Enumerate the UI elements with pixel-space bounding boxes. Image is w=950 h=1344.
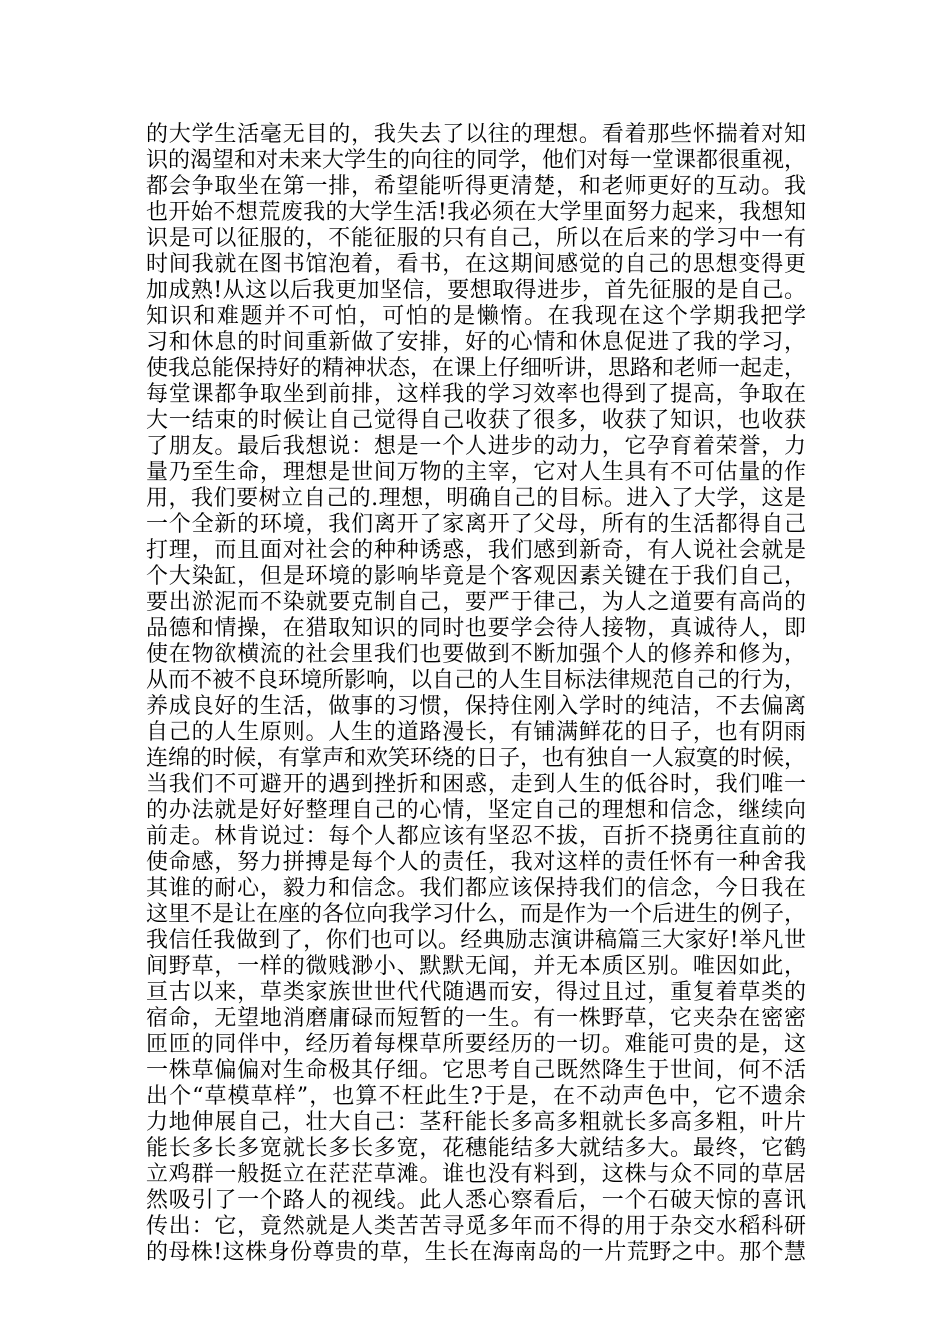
text-line: 自己的人生原则。人生的道路漫长，有铺满鲜花的日子，也有阴雨 xyxy=(146,720,806,745)
text-line: 匝匝的同伴中，经历着每棵草所要经历的一切。难能可贵的是，这 xyxy=(146,1032,806,1057)
text-line: 一株草偏偏对生命极其仔细。它思考自己既然降生于世间，何不活 xyxy=(146,1058,806,1083)
text-line: 传出：它，竟然就是人类苦苦寻觅多年而不得的用于杂交水稻科研 xyxy=(146,1214,806,1239)
text-line: 使在物欲横流的社会里我们也要做到不断加强个人的修养和修为， xyxy=(146,642,806,667)
text-line: 能长多长多宽就长多长多宽，花穗能结多大就结多大。最终，它鹤 xyxy=(146,1136,806,1161)
text-line: 使命感，努力拼搏是每个人的责任，我对这样的责任怀有一种舍我 xyxy=(146,850,806,875)
text-line: 每堂课都争取坐到前排，这样我的学习效率也得到了提高，争取在 xyxy=(146,382,806,407)
text-line: 这里不是让在座的各位向我学习什么，而是作为一个后进生的例子， xyxy=(146,902,806,927)
text-line: 前走。林肯说过：每个人都应该有坚忍不拔，百折不挠勇往直前的 xyxy=(146,824,806,849)
text-line: 的大学生活毫无目的，我失去了以往的理想。看着那些怀揣着对知 xyxy=(146,122,806,147)
text-line: 知识和难题并不可怕，可怕的是懒惰。在我现在这个学期我把学 xyxy=(146,304,806,329)
text-line: 要出淤泥而不染就要克制自己，要严于律己，为人之道要有高尚的 xyxy=(146,590,806,615)
text-line: 识的渴望和对未来大学生的向往的同学，他们对每一堂课都很重视， xyxy=(146,148,806,173)
text-line: 从而不被不良环境所影响，以自己的人生目标法律规范自己的行为， xyxy=(146,668,806,693)
text-line: 识是可以征服的，不能征服的只有自己，所以在后来的学习中一有 xyxy=(146,226,806,251)
text-line: 使我总能保持好的精神状态，在课上仔细听讲，思路和老师一起走， xyxy=(146,356,806,381)
text-line: 量乃至生命，理想是世间万物的主宰，它对人生具有不可估量的作 xyxy=(146,460,806,485)
text-line: 大一结束的时候让自己觉得自己收获了很多，收获了知识，也收获 xyxy=(146,408,806,433)
text-line: 养成良好的生活，做事的习惯，保持住刚入学时的纯洁，不去偏离 xyxy=(146,694,806,719)
body-text xyxy=(146,122,806,1266)
text-line: 一个全新的环境，我们离开了家离开了父母，所有的生活都得自己 xyxy=(146,512,806,537)
text-line: 出个“草模草样”，也算不枉此生?于是，在不动声色中，它不遗余 xyxy=(146,1084,806,1109)
text-line: 也开始不想荒废我的大学生活!我必须在大学里面努力起来，我想知 xyxy=(146,200,806,225)
text-line: 用，我们要树立自己的.理想，明确自己的目标。进入了大学，这是 xyxy=(146,486,806,511)
text-line: 当我们不可避开的遇到挫折和困惑，走到人生的低谷时，我们唯一 xyxy=(146,772,806,797)
text-line: 加成熟!从这以后我更加坚信，要想取得进步，首先征服的是自己。 xyxy=(146,278,806,303)
text-line: 宿命，无望地消磨庸碌而短暂的一生。有一株野草，它夹杂在密密 xyxy=(146,1006,806,1031)
text-line: 了朋友。最后我想说：想是一个人进步的动力，它孕育着荣誉，力 xyxy=(146,434,806,459)
text-line: 都会争取坐在第一排，希望能听得更清楚，和老师更好的互动。我 xyxy=(146,174,806,199)
text-line: 的办法就是好好整理自己的心情，坚定自己的理想和信念，继续向 xyxy=(146,798,806,823)
text-line: 亘古以来，草类家族世世代代随遇而安，得过且过，重复着草类的 xyxy=(146,980,806,1005)
text-line: 个大染缸，但是环境的影响毕竟是个客观因素关键在于我们自己， xyxy=(146,564,806,589)
text-line: 品德和情操，在猎取知识的同时也要学会待人接物，真诚待人，即 xyxy=(146,616,806,641)
text-line: 的母株!这株身份尊贵的草，生长在海南岛的一片荒野之中。那个慧 xyxy=(146,1240,806,1265)
text-line: 间野草，一样的微贱渺小、默默无闻，并无本质区别。唯因如此， xyxy=(146,954,806,979)
text-line: 打理，而且面对社会的种种诱惑，我们感到新奇，有人说社会就是 xyxy=(146,538,806,563)
text-line: 我信任我做到了，你们也可以。经典励志演讲稿篇三大家好!举凡世 xyxy=(146,928,806,953)
text-line: 连绵的时候，有掌声和欢笑环绕的日子，也有独自一人寂寞的时候， xyxy=(146,746,806,771)
text-line: 立鸡群一般挺立在茫茫草滩。谁也没有料到，这株与众不同的草居 xyxy=(146,1162,806,1187)
text-line: 力地伸展自己，壮大自己：茎秆能长多高多粗就长多高多粗，叶片 xyxy=(146,1110,806,1135)
text-line: 习和休息的时间重新做了安排，好的心情和休息促进了我的学习， xyxy=(146,330,806,355)
text-line: 其谁的耐心，毅力和信念。我们都应该保持我们的信念，今日我在 xyxy=(146,876,806,901)
text-line: 时间我就在图书馆泡着，看书，在这期间感觉的自己的思想变得更 xyxy=(146,252,806,277)
text-line: 然吸引了一个路人的视线。此人悉心察看后，一个石破天惊的喜讯 xyxy=(146,1188,806,1213)
